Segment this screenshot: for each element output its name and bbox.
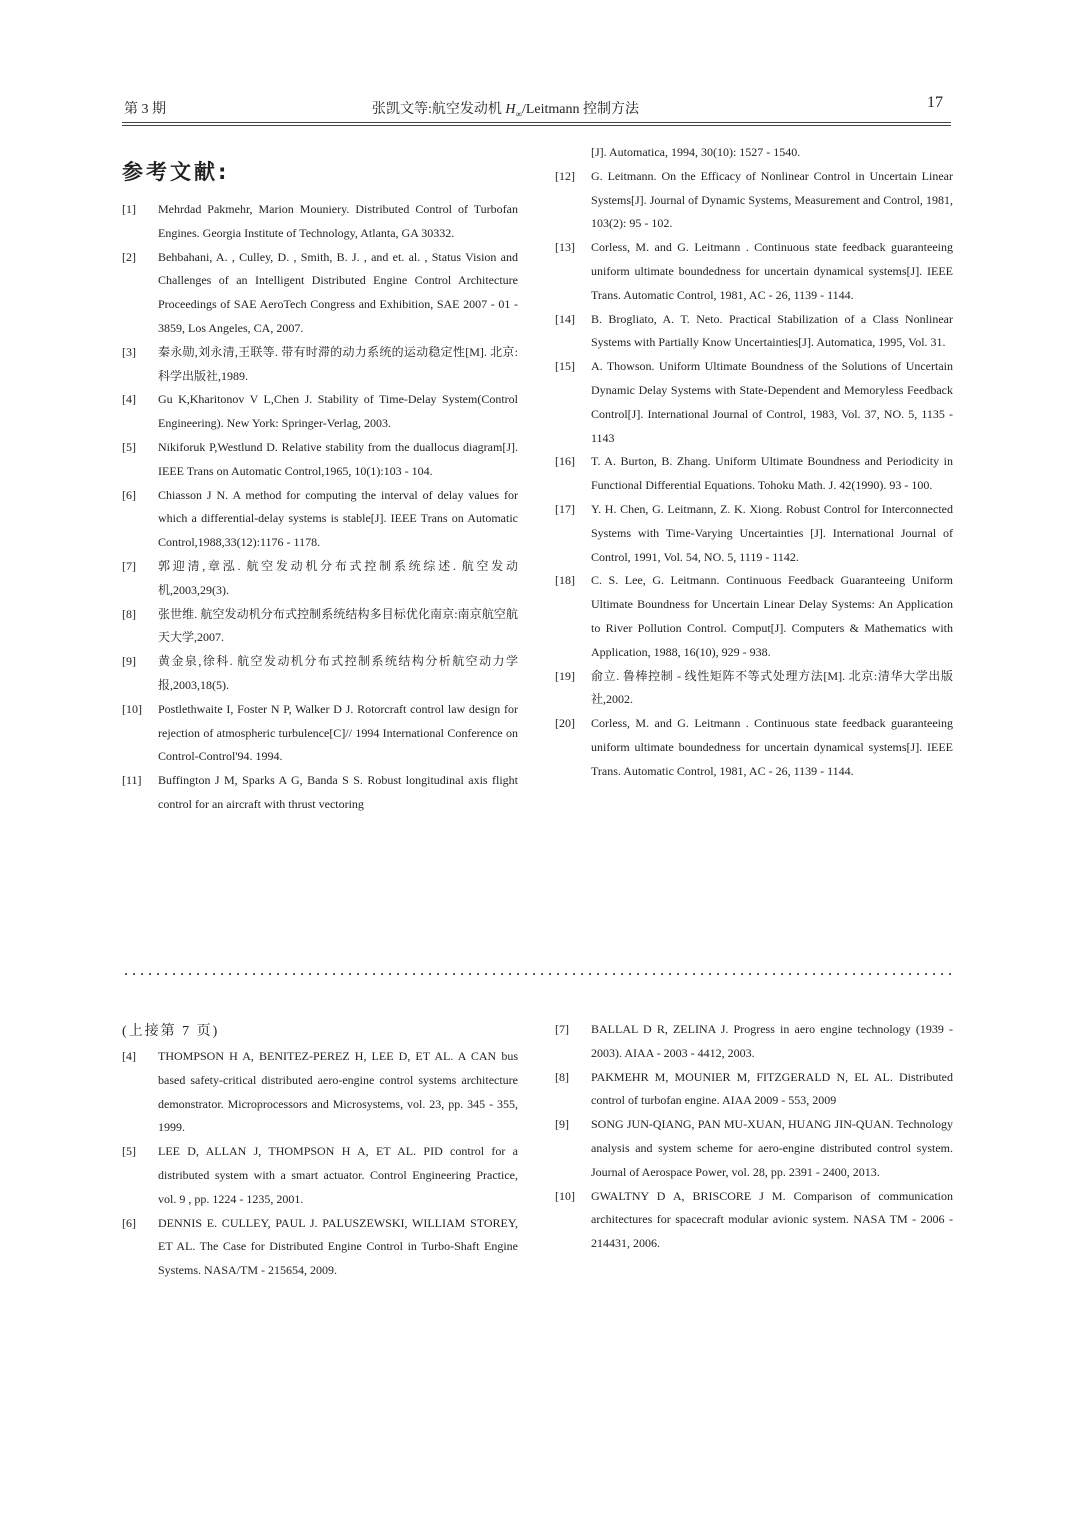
reference-item xyxy=(122,388,518,436)
reference-text: 黄金泉,徐科. 航空发动机分布式控制系统结构分析航空动力学报,2003,18(5). xyxy=(158,654,518,692)
reference-text: Nikiforuk P,Westlund D. Relative stability from the duallocus diagram[J]. IEEE Trans on Automatic Control,1965, 10(1):103 - 104. xyxy=(158,439,518,478)
reference-item xyxy=(122,698,518,769)
reference-text: Corless, M. and G. Leitmann . Continuous state feedback guaranteeing uniform ultimate boundedness for uncertain dynamical systems[J]. IEEE Trans. Automatic Control, 1981, AC - 26, 1139 - 1144. xyxy=(591,716,953,778)
continued-right-column xyxy=(555,1018,953,1256)
reference-number: [10] xyxy=(122,701,142,716)
reference-item xyxy=(555,665,953,713)
reference-item xyxy=(555,1185,953,1256)
header-rule-bottom xyxy=(122,125,951,126)
reference-text: T. A. Burton, B. Zhang. Uniform Ultimate Boundness and Periodicity in Functional Differential Equations. Tohoku Math. J. 42(1990). 93 - 100. xyxy=(591,454,953,493)
reference-text: Mehrdad Pakmehr, Marion Mouniery. Distributed Control of Turbofan Engines. Georgia Institute of Technology, Atlanta, GA 30332. xyxy=(158,202,518,240)
continued-heading: (上接第 7 页) xyxy=(122,1024,220,1039)
reference-number: [17] xyxy=(555,501,575,516)
reference-number: [6] xyxy=(122,487,136,502)
running-header xyxy=(124,96,951,120)
reference-number: [9] xyxy=(555,1117,569,1132)
reference-item xyxy=(122,1140,518,1211)
reference-item xyxy=(122,198,518,246)
running-title-pre: 张凯文等:航空发动机 xyxy=(372,102,506,117)
reference-item xyxy=(555,1113,953,1184)
running-title-h: H xyxy=(505,102,516,117)
reference-item xyxy=(555,165,953,236)
reference-text: Postlethwaite I, Foster N P, Walker D J. Rotorcraft control law design for rejection of atmospheric turbulence[C]// 1994 International Conference on Control-Control'94. 1994. xyxy=(158,701,518,764)
reference-number: [14] xyxy=(555,311,575,326)
reference-continuation xyxy=(555,141,953,165)
reference-item xyxy=(122,341,518,389)
page-number: 17 xyxy=(927,94,943,111)
reference-number: [4] xyxy=(122,392,136,407)
reference-item xyxy=(555,712,953,783)
reference-number: [5] xyxy=(122,439,136,454)
reference-number: [18] xyxy=(555,573,575,588)
reference-text: 俞立. 鲁棒控制 - 线性矩阵不等式处理方法[M]. 北京:清华大学出版社,2002. xyxy=(591,668,953,707)
reference-number: [9] xyxy=(122,654,136,669)
reference-item xyxy=(122,484,518,555)
reference-item xyxy=(122,650,518,698)
reference-item xyxy=(555,236,953,307)
reference-item xyxy=(122,1045,518,1140)
continued-left-column xyxy=(122,1045,518,1283)
reference-item xyxy=(122,603,518,651)
running-title-inf: ∞ xyxy=(515,108,522,119)
reference-item xyxy=(555,498,953,569)
reference-text: Y. H. Chen, G. Leitmann, Z. K. Xiong. Robust Control for Interconnected Systems with Time-Varying Uncertainties [J]. International Journal of Control, 1991, Vol. 54, NO. 5, 1119 - 1142. xyxy=(591,501,953,564)
issue-label: 第 3 期 xyxy=(124,102,166,117)
reference-number: [13] xyxy=(555,240,575,255)
reference-number: [8] xyxy=(555,1069,569,1084)
header-rule-top xyxy=(122,122,951,123)
references-heading: 参考文献: xyxy=(122,160,230,184)
reference-number: [1] xyxy=(122,202,136,216)
reference-number: [15] xyxy=(555,359,575,374)
reference-item xyxy=(555,1018,953,1066)
reference-text: G. Leitmann. On the Efficacy of Nonlinear Control in Uncertain Linear Systems[J]. Journal of Dynamic Systems, Measurement and Control, 1981, 103(2): 95 - 102. xyxy=(591,168,953,231)
reference-number: [8] xyxy=(122,606,136,621)
reference-text: 张世维. 航空发动机分布式控制系统结构多目标优化南京:南京航空航天大学,2007. xyxy=(158,606,518,645)
reference-number: [10] xyxy=(555,1188,575,1203)
reference-item xyxy=(122,555,518,603)
reference-text: GWALTNY D A, BRISCORE J M. Comparison of communication architectures for spacecraft modular avionic system. NASA TM - 2006 - 214431, 2006. xyxy=(591,1188,953,1251)
reference-text: Corless, M. and G. Leitmann . Continuous state feedback guaranteeing uniform ultimate boundedness for uncertain dynamical systems[J]. IEEE Trans. Automatic Control, 1981, AC - 26, 1139 - 1144. xyxy=(591,240,953,302)
section-divider xyxy=(122,972,951,976)
running-title xyxy=(372,98,639,119)
reference-number: [6] xyxy=(122,1215,136,1230)
reference-text: Gu K,Kharitonov V L,Chen J. Stability of Time-Delay System(Control Engineering). New York: Springer-Verlag, 2003. xyxy=(158,392,518,431)
reference-text: Chiasson J N. A method for computing the interval of delay values for which a differential-delay systems is stable[J]. IEEE Trans on Automatic Control,1988,33(12):1176 - 1178. xyxy=(158,487,518,550)
reference-text: [J]. Automatica, 1994, 30(10): 1527 - 1540. xyxy=(591,145,801,159)
reference-text: THOMPSON H A, BENITEZ-PEREZ H, LEE D, ET AL. A CAN bus based safety-critical distributed aero-engine control systems architecture demonstrator. Microprocessors and Microsystems, vol. 23, pp. 345 - 355, 1999. xyxy=(158,1049,518,1135)
reference-text: DENNIS E. CULLEY, PAUL J. PALUSZEWSKI, WILLIAM STOREY, ET AL. The Case for Distributed Engine Control in Turbo-Shaft Engine Systems. NASA/TM - 215654, 2009. xyxy=(158,1215,518,1278)
reference-text: 秦永勋,刘永清,王联等. 带有时滞的动力系统的运动稳定性[M]. 北京:科学出版社,1989. xyxy=(158,344,518,383)
reference-item xyxy=(122,1212,518,1283)
reference-item xyxy=(555,450,953,498)
references-left-column xyxy=(122,198,518,817)
reference-item xyxy=(122,246,518,341)
reference-number: [7] xyxy=(555,1022,569,1036)
reference-item xyxy=(555,355,953,450)
reference-number: [2] xyxy=(122,249,136,264)
reference-text: Buffington J M, Sparks A G, Banda S S. Robust longitudinal axis flight control for an aircraft with thrust vectoring xyxy=(158,773,518,811)
running-title-post: /Leitmann 控制方法 xyxy=(521,102,639,117)
reference-number: [5] xyxy=(122,1144,136,1159)
reference-number: [12] xyxy=(555,168,575,183)
reference-text: B. Brogliato, A. T. Neto. Practical Stabilization of a Class Nonlinear Systems with Partially Know Uncertainties[J]. Automatica, 1995, Vol. 31. xyxy=(591,311,953,350)
reference-item xyxy=(122,436,518,484)
reference-text: PAKMEHR M, MOUNIER M, FITZGERALD N, EL AL. Distributed control of turbofan engine. AIAA 2009 - 553, 2009 xyxy=(591,1069,953,1108)
reference-number: [7] xyxy=(122,558,136,573)
reference-item xyxy=(555,308,953,356)
reference-text: LEE D, ALLAN J, THOMPSON H A, ET AL. PID control for a distributed system with a smart actuator. Control Engineering Practice, vol. 9 , pp. 1224 - 1235, 2001. xyxy=(158,1144,518,1206)
reference-text: SONG JUN-QIANG, PAN MU-XUAN, HUANG JIN-QUAN. Technology analysis and system scheme for aero-engine distributed control system. Journal of Aerospace Power, vol. 28, pp. 2391 - 2400, 2013. xyxy=(591,1117,953,1179)
reference-number: [16] xyxy=(555,454,575,469)
reference-text: BALLAL D R, ZELINA J. Progress in aero engine technology (1939 - 2003). AIAA - 2003 - 4412, 2003. xyxy=(591,1022,953,1060)
reference-text: C. S. Lee, G. Leitmann. Continuous Feedback Guaranteeing Uniform Ultimate Boundness for Uncertain Linear Delay Systems: An Application to River Pollution Control. Comput[J]. Computers & Mathematics with Application, 1988, 16(10), 929 - 938. xyxy=(591,573,953,659)
reference-number: [19] xyxy=(555,668,575,683)
reference-item xyxy=(555,569,953,664)
reference-text: A. Thowson. Uniform Ultimate Boundness of the Solutions of Uncertain Dynamic Delay Systems with State-Dependent and Memoryless Feedback Control[J]. International Journal of Control, 1983, Vol. 37, NO. 5, 1135 - 1143 xyxy=(591,359,953,445)
reference-text: Behbahani, A. , Culley, D. , Smith, B. J. , and et. al. , Status Vision and Challenges of an Intelligent Distributed Engine Control Architecture Proceedings of SAE AeroTech Congress and Exhibition, SAE 2007 - 01 - 3859, Los Angeles, CA, 2007. xyxy=(158,249,518,335)
reference-number: [20] xyxy=(555,716,575,731)
references-right-column xyxy=(555,141,953,784)
reference-number: [3] xyxy=(122,344,136,359)
reference-item xyxy=(555,1066,953,1114)
reference-item xyxy=(122,769,518,817)
reference-text: 郭迎清,章泓. 航空发动机分布式控制系统综述. 航空发动机,2003,29(3). xyxy=(158,558,518,597)
reference-number: [11] xyxy=(122,773,142,788)
reference-number: [4] xyxy=(122,1049,136,1063)
